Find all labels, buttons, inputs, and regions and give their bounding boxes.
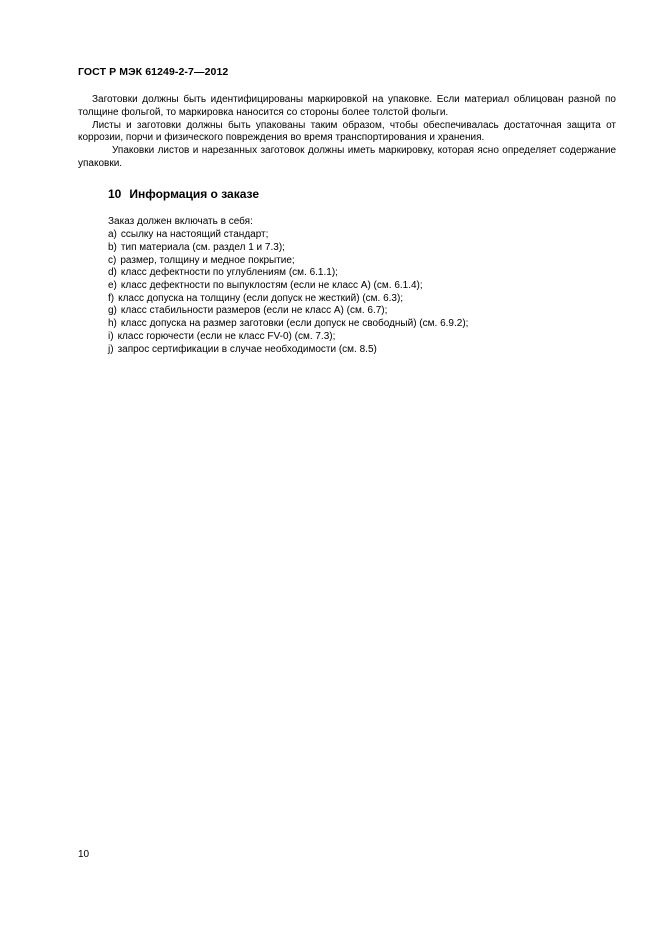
list-item-text: тип материала (см. раздел 1 и 7.3);	[120, 241, 285, 253]
section-number: 10	[108, 187, 122, 201]
list-item	[108, 280, 468, 293]
list-marker: j)	[108, 343, 114, 355]
section-title: Информация о заказе	[129, 187, 260, 201]
list-item-text: размер, толщину и медное покрытие;	[120, 254, 295, 266]
intro-paragraphs	[78, 94, 616, 171]
list-marker: a)	[108, 229, 117, 241]
section-heading	[108, 187, 259, 201]
list-marker: b)	[108, 241, 117, 253]
list-item-text: ссылку на настоящий стандарт;	[120, 229, 269, 241]
list-item	[108, 229, 468, 242]
list-marker: h)	[108, 318, 117, 330]
list-marker: g)	[108, 305, 117, 317]
list-item-text: класс допуска на размер заготовки (если допуск не свободный) (см. 6.9.2);	[120, 318, 469, 330]
order-requirements	[108, 216, 468, 356]
list-item-text: запрос сертификации в случае необходимости (см. 8.5)	[117, 343, 377, 355]
list-item	[108, 255, 468, 268]
list-item	[108, 242, 468, 255]
page-number: 10	[78, 849, 90, 860]
list-marker: e)	[108, 280, 117, 292]
list-item	[108, 331, 468, 344]
document-code-header: ГОСТ Р МЭК 61249-2-7—2012	[78, 66, 229, 78]
order-intro: Заказ должен включать в себя:	[108, 216, 253, 227]
list-marker: d)	[108, 267, 117, 279]
paragraph-identification: Заготовки должны быть идентифицированы маркировкой на упаковке. Если материал облицован разной по толщине фольгой, то маркировка наносится со стороны более толстой фольги.	[78, 94, 616, 118]
order-list	[108, 229, 468, 356]
list-item	[108, 293, 468, 306]
list-marker: f)	[108, 292, 115, 304]
paragraph-marking: Упаковки листов и нарезанных заготовок должны иметь маркировку, которая ясно определяет содержание упаковки.	[78, 145, 616, 169]
list-item	[108, 344, 468, 357]
list-item-text: класс дефектности по углублениям (см. 6.1.1);	[120, 267, 338, 279]
paragraph-packaging: Листы и заготовки должны быть упакованы таким образом, чтобы обеспечивалась достаточная защита от коррозии, порчи и физического повреждения во время транспортирования и хранения.	[78, 119, 616, 144]
list-marker: c)	[108, 254, 117, 266]
list-item	[108, 318, 468, 331]
list-item-text: класс горючести (если не класс FV-0) (см. 7.3);	[117, 330, 336, 342]
list-item	[108, 305, 468, 318]
list-item-text: класс допуска на толщину (если допуск не жесткий) (см. 6.3);	[118, 292, 404, 304]
list-item-text: класс стабильности размеров (если не класс А) (см. 6.7);	[120, 305, 388, 317]
list-marker: i)	[108, 330, 114, 342]
list-item	[108, 267, 468, 280]
list-item-text: класс дефектности по выпуклостям (если не класс А) (см. 6.1.4);	[120, 280, 423, 292]
